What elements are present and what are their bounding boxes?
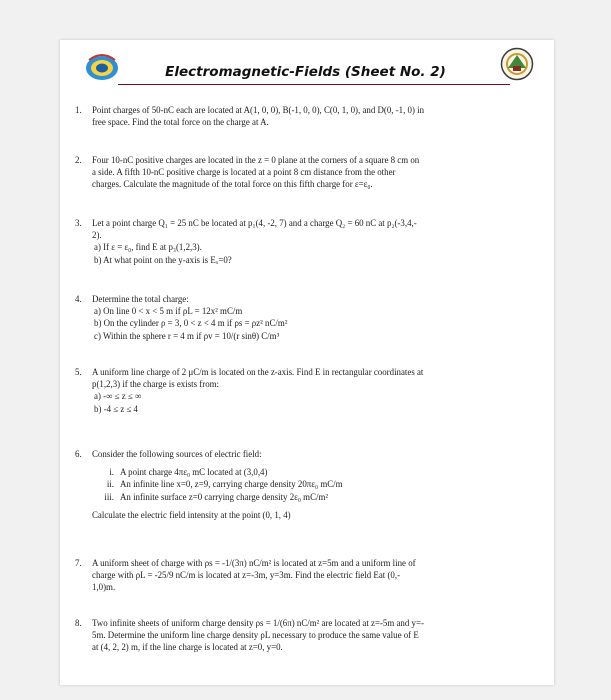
- question-part: a) On line 0 < x < 5 m if ρL = 12x² mC/m: [94, 306, 243, 317]
- question-number: 6.: [75, 449, 82, 459]
- question-text-line: free space. Find the total force on the charge at A.: [92, 117, 269, 128]
- source-item: iii. An infinite surface z=0 carrying charge density 2ε₀ mC/m²: [104, 491, 329, 502]
- question-text-line: 2).: [92, 230, 102, 241]
- question-number: 8.: [75, 618, 82, 628]
- question-4: [75, 293, 541, 342]
- question-text-line: a side. A fifth 10-nC positive charge is located at a point 8 cm distance from the other: [92, 167, 396, 178]
- question-text-line: A uniform sheet of charge with ρs = -1/(3π) nC/m² is located at z=5m and a uniform line of: [92, 558, 416, 568]
- question-number: 5.: [75, 367, 82, 377]
- question-6: [75, 448, 541, 521]
- question-part: b) At what point on the y-axis is Eₓ=0?: [94, 254, 232, 265]
- question-text-line: charge with ρL = -25/9 nC/m is located at z=-3m, y=3m. Find the electric field Eat (0,-: [92, 570, 401, 581]
- question-text-line: Two infinite sheets of uniform charge density ρs = 1/(6π) nC/m² are located at z=-5m and y=-: [92, 618, 424, 628]
- question-number: 7.: [75, 558, 82, 568]
- question-part: a) If ε = ε₀, find E at p₃(1,2,3).: [94, 242, 202, 253]
- question-text-line: Consider the following sources of electric field:: [92, 449, 262, 459]
- question-number: 4.: [75, 294, 82, 304]
- question-text-line: Four 10-nC positive charges are located in the z = 0 plane at the corners of a square 8 cm on: [92, 155, 420, 165]
- title-underline: [118, 84, 510, 85]
- question-part: a) -∞ ≤ z ≤ ∞: [94, 391, 142, 402]
- question-3: [75, 217, 541, 266]
- question-part: c) Within the sphere r = 4 m if ρv = 10/(r sinθ) C/m³: [94, 330, 280, 341]
- question-text-line: Let a point charge Q₁ = 25 nC be located at p₁(4, -2, 7) and a charge Q₂ = 60 nC at p₂(-3,4,-: [92, 218, 417, 228]
- question-number: 2.: [75, 155, 82, 165]
- question-1: [75, 104, 541, 128]
- question-part: b) On the cylinder ρ = 3, 0 < z < 4 m if ρs = ρz² nC/m²: [94, 318, 288, 329]
- question-text-line: 1,0)m.: [92, 582, 116, 593]
- question-text-line: p(1,2,3) if the charge is exists from:: [92, 379, 220, 390]
- question-text-line: 5m. Determine the uniform line charge density ρL necessary to produce the same value of E: [92, 630, 419, 641]
- sheet-title: Electromagnetic-Fields (Sheet No. 2): [165, 64, 446, 80]
- question-text-line: Point charges of 50-nC each are located at A(1, 0, 0), B(-1, 0, 0), C(0, 1, 0), and D(0, -1, 0) in: [92, 105, 425, 115]
- source-item: i. A point charge 4πε₀ mC located at (3,0,4): [109, 467, 268, 478]
- source-item: ii. An infinite line x=0, z=9, carrying charge density 20πε₀ mC/m: [106, 479, 343, 490]
- question-number: 3.: [75, 218, 82, 228]
- question-number: 1.: [75, 105, 82, 115]
- question-text-line: A uniform line charge of 2 μC/m is located on the z-axis. Find E in rectangular coordinates at: [92, 367, 424, 377]
- question-part: b) -4 ≤ z ≤ 4: [94, 403, 138, 414]
- question-8: [75, 617, 541, 654]
- question-text-line: Calculate the electric field intensity at the point (0, 1, 4): [92, 509, 291, 520]
- question-text-line: at (4, 2, 2) m, if the line charge is located at z=0, y=0.: [92, 642, 283, 653]
- question-2: [75, 154, 541, 191]
- question-text-line: charges. Calculate the magnitude of the total force on this fifth charge for ε=ε₀.: [92, 179, 373, 190]
- question-text-line: Determine the total charge:: [92, 294, 189, 304]
- question-7: [75, 557, 541, 594]
- question-5: [75, 366, 541, 415]
